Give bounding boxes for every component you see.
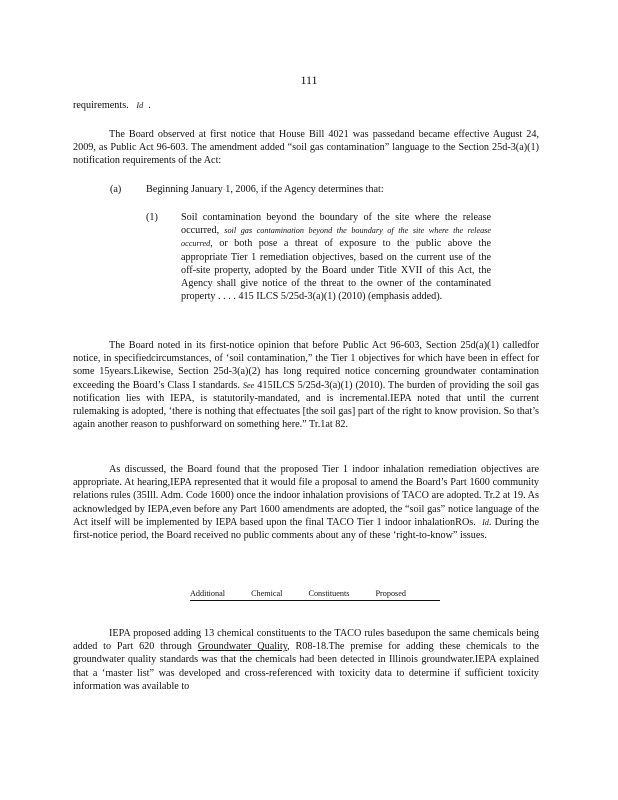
quote-text: Soil contamination beyond the boundary of the site where the release occurred, <box>181 212 491 237</box>
list-marker: (a) <box>110 184 122 195</box>
list-item-text: Beginning January 1, 2006, if the Agency determines that: <box>146 184 384 195</box>
heading-word: Constituents <box>308 589 350 598</box>
list-marker: (1) <box>146 212 158 223</box>
heading-word: Additional <box>190 589 226 598</box>
paragraph-board-noted <box>73 339 539 431</box>
paragraph-board-observed <box>73 128 539 168</box>
citation-id: Id <box>482 517 489 527</box>
quote-text: , or both pose a threat of exposure to the public above the appropriate Tier 1 remediation objectives, based on the current use of the off-site property, adopted by the Board under Title XVII of this Act, the Agency shall give notice of the threat to the owner of the contaminated property . . . . 415 ILCS 5/25d-3(a)(1) (2010) (emphasis added). <box>181 238 491 303</box>
emphasized-text: soil gas contamination beyond the boundary of the site where the release occurred <box>181 226 492 249</box>
paragraph-text: . During the first-notice period, the Board received no public comments about any of these ‘right-to-know” issues. <box>73 516 540 542</box>
paragraph-text: 415ILCS 5/25d-3(a)(1) (2010). The burden of providing the soil gas notification lies with IEPA, is statutorily-mandated, and is incremental.IEPA noted that until the current rulemaking is adopted, ‘there is nothing that effectuates [the soil gas] part of the right to know provision. So that’s again another reason to pushforward on something here.” Tr.1at 82. <box>73 379 540 431</box>
paragraph-text: requirements. <box>73 100 129 111</box>
paragraph-iepa-proposed <box>73 627 539 693</box>
paragraph-text: The Board noted in its first-notice opinion that before Public Act 96-603, Section 25d(a)(1) calledfor notice, in specifiedcircumstances, of ‘soil contamination,” the Tier 1 objectives for which have been in effect for some 15years.Likewise, Section 25d-3(a)(2) has long required notice concerning groundwater contamination exceeding the Board’s Class I standards. <box>73 340 539 391</box>
heading-word: Chemical <box>251 589 283 598</box>
citation-see: See <box>242 380 255 390</box>
paragraph-text: , R08-18.The premise for adding these chemicals to the groundwater quality standards was that the chemicals had been detected in Illinois groundwater.IEPA explained that a ‘master list” was developed and cross-referenced with toxicity data to determine if sufficient toxicity information was available to <box>73 641 539 692</box>
section-heading <box>190 588 440 601</box>
paragraph-as-discussed <box>73 463 539 542</box>
paragraph-text: As discussed, the Board found that the proposed Tier 1 indoor inhalation remediation objectives are appropriate. At hearing,IEPA represented that it would file a proposal to amend the Board’s Part 1600 community relations rules (35Ill. Adm. Code 1600) once the indoor inhalation provisions of TACO are adopted. Tr.2 at 19. As acknowledged by IEPA,even before any Part 1600 amendments are adopted, the “soil gas” notice language of the Act itself will be implemented by IEPA based upon the final TACO Tier 1 indoor inhalationROs. <box>73 464 539 528</box>
paragraph-text: IEPA proposed adding 13 chemical constituents to the TACO rules basedupon the same chemicals being added to Part 620 through <box>73 628 539 653</box>
citation-id: Id <box>136 101 144 110</box>
rulemaking-title: Groundwater Quality <box>197 641 288 653</box>
page-number: 111 <box>300 73 318 87</box>
paragraph-text: . <box>148 100 151 111</box>
paragraph-text: The Board observed at first notice that House Bill 4021 was passedand became effective August 24, 2009, as Public Act 96-603. The amendment added “soil gas contamination” language to the Section 25d-3(a)(1) notification requirements of the Act: <box>73 129 539 167</box>
paragraph-requirements-end <box>73 99 539 112</box>
heading-word: Proposed <box>375 589 406 598</box>
list-item-text <box>181 211 491 303</box>
